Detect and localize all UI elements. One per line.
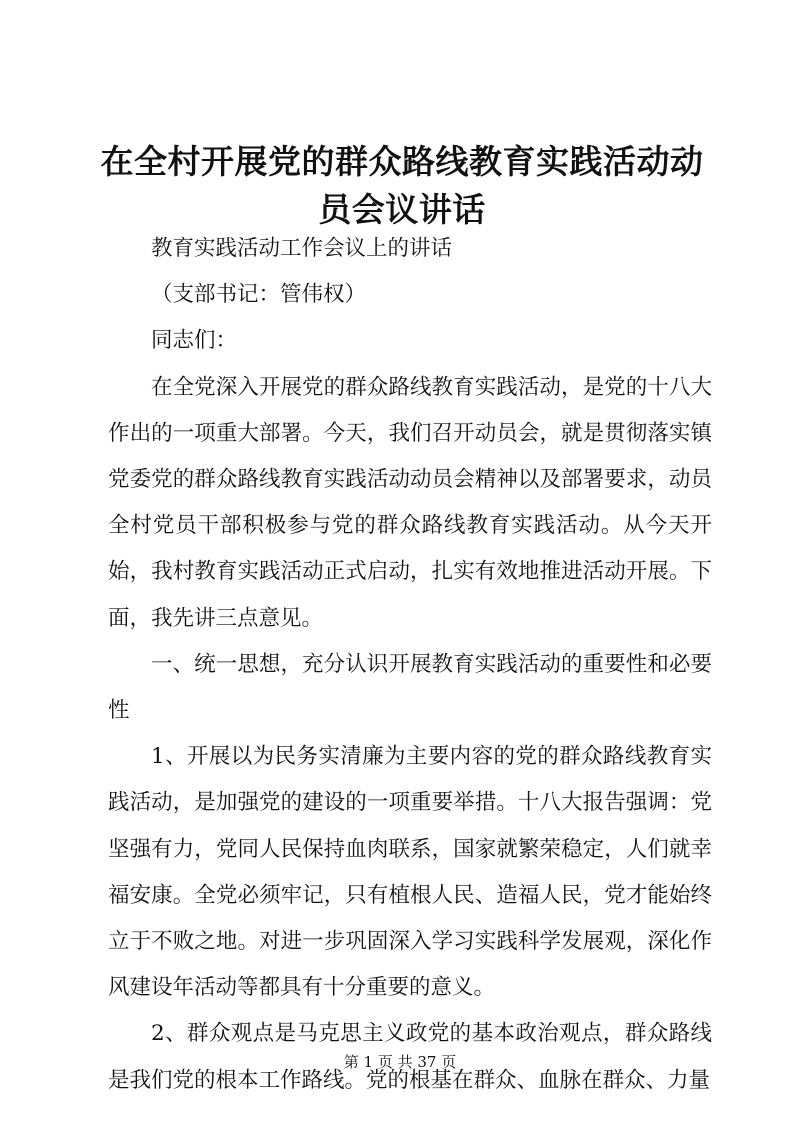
intro-paragraph: 在全党深入开展党的群众路线教育实践活动，是党的十八大作出的一项重大部署。今天，我们召开动员会，就是贯彻落实镇党委党的群众路线教育实践活动动员会精神以及部署要求，动员全村党员干部积极参与党的群众路线教育实践活动。从今天开始，我村教育实践活动正式启动，扎实有效地推进活动开展。下面，我先讲三点意见。 — [108, 374, 712, 631]
subtitle-paragraph: 教育实践活动工作会议上的讲话 — [151, 236, 453, 261]
point-two-paragraph: 2、群众观点是马克思主义政党的基本政治观点，群众路线是我们党的根本工作路线。党的根基在群众、血脉在群众、力量 — [108, 1021, 712, 1093]
page-footer: 第 1 页 共 37 页 — [343, 1053, 457, 1071]
author-paragraph: （支部书记：管伟权） — [151, 282, 367, 308]
point-one-paragraph: 1、开展以为民务实清廉为主要内容的党的群众路线教育实践活动，是加强党的建设的一项重要举措。十八大报告强调：党坚强有力，党同人民保持血肉联系，国家就繁荣稳定，人们就幸福安康。全党必须牢记，只有植根人民、造福人民，党才能始终立于不败之地。对进一步巩固深入学习实践科学发展观，深化作风建设年活动等都具有十分重要的意义。 — [108, 744, 712, 1001]
document-title: 在全村开展党的群众路线教育实践活动动员会议讲话 — [100, 142, 704, 229]
salutation-paragraph: 同志们： — [151, 328, 238, 354]
section-heading-paragraph: 一、统一思想，充分认识开展教育实践活动的重要性和必要性 — [108, 651, 712, 724]
document-body — [108, 226, 712, 1104]
